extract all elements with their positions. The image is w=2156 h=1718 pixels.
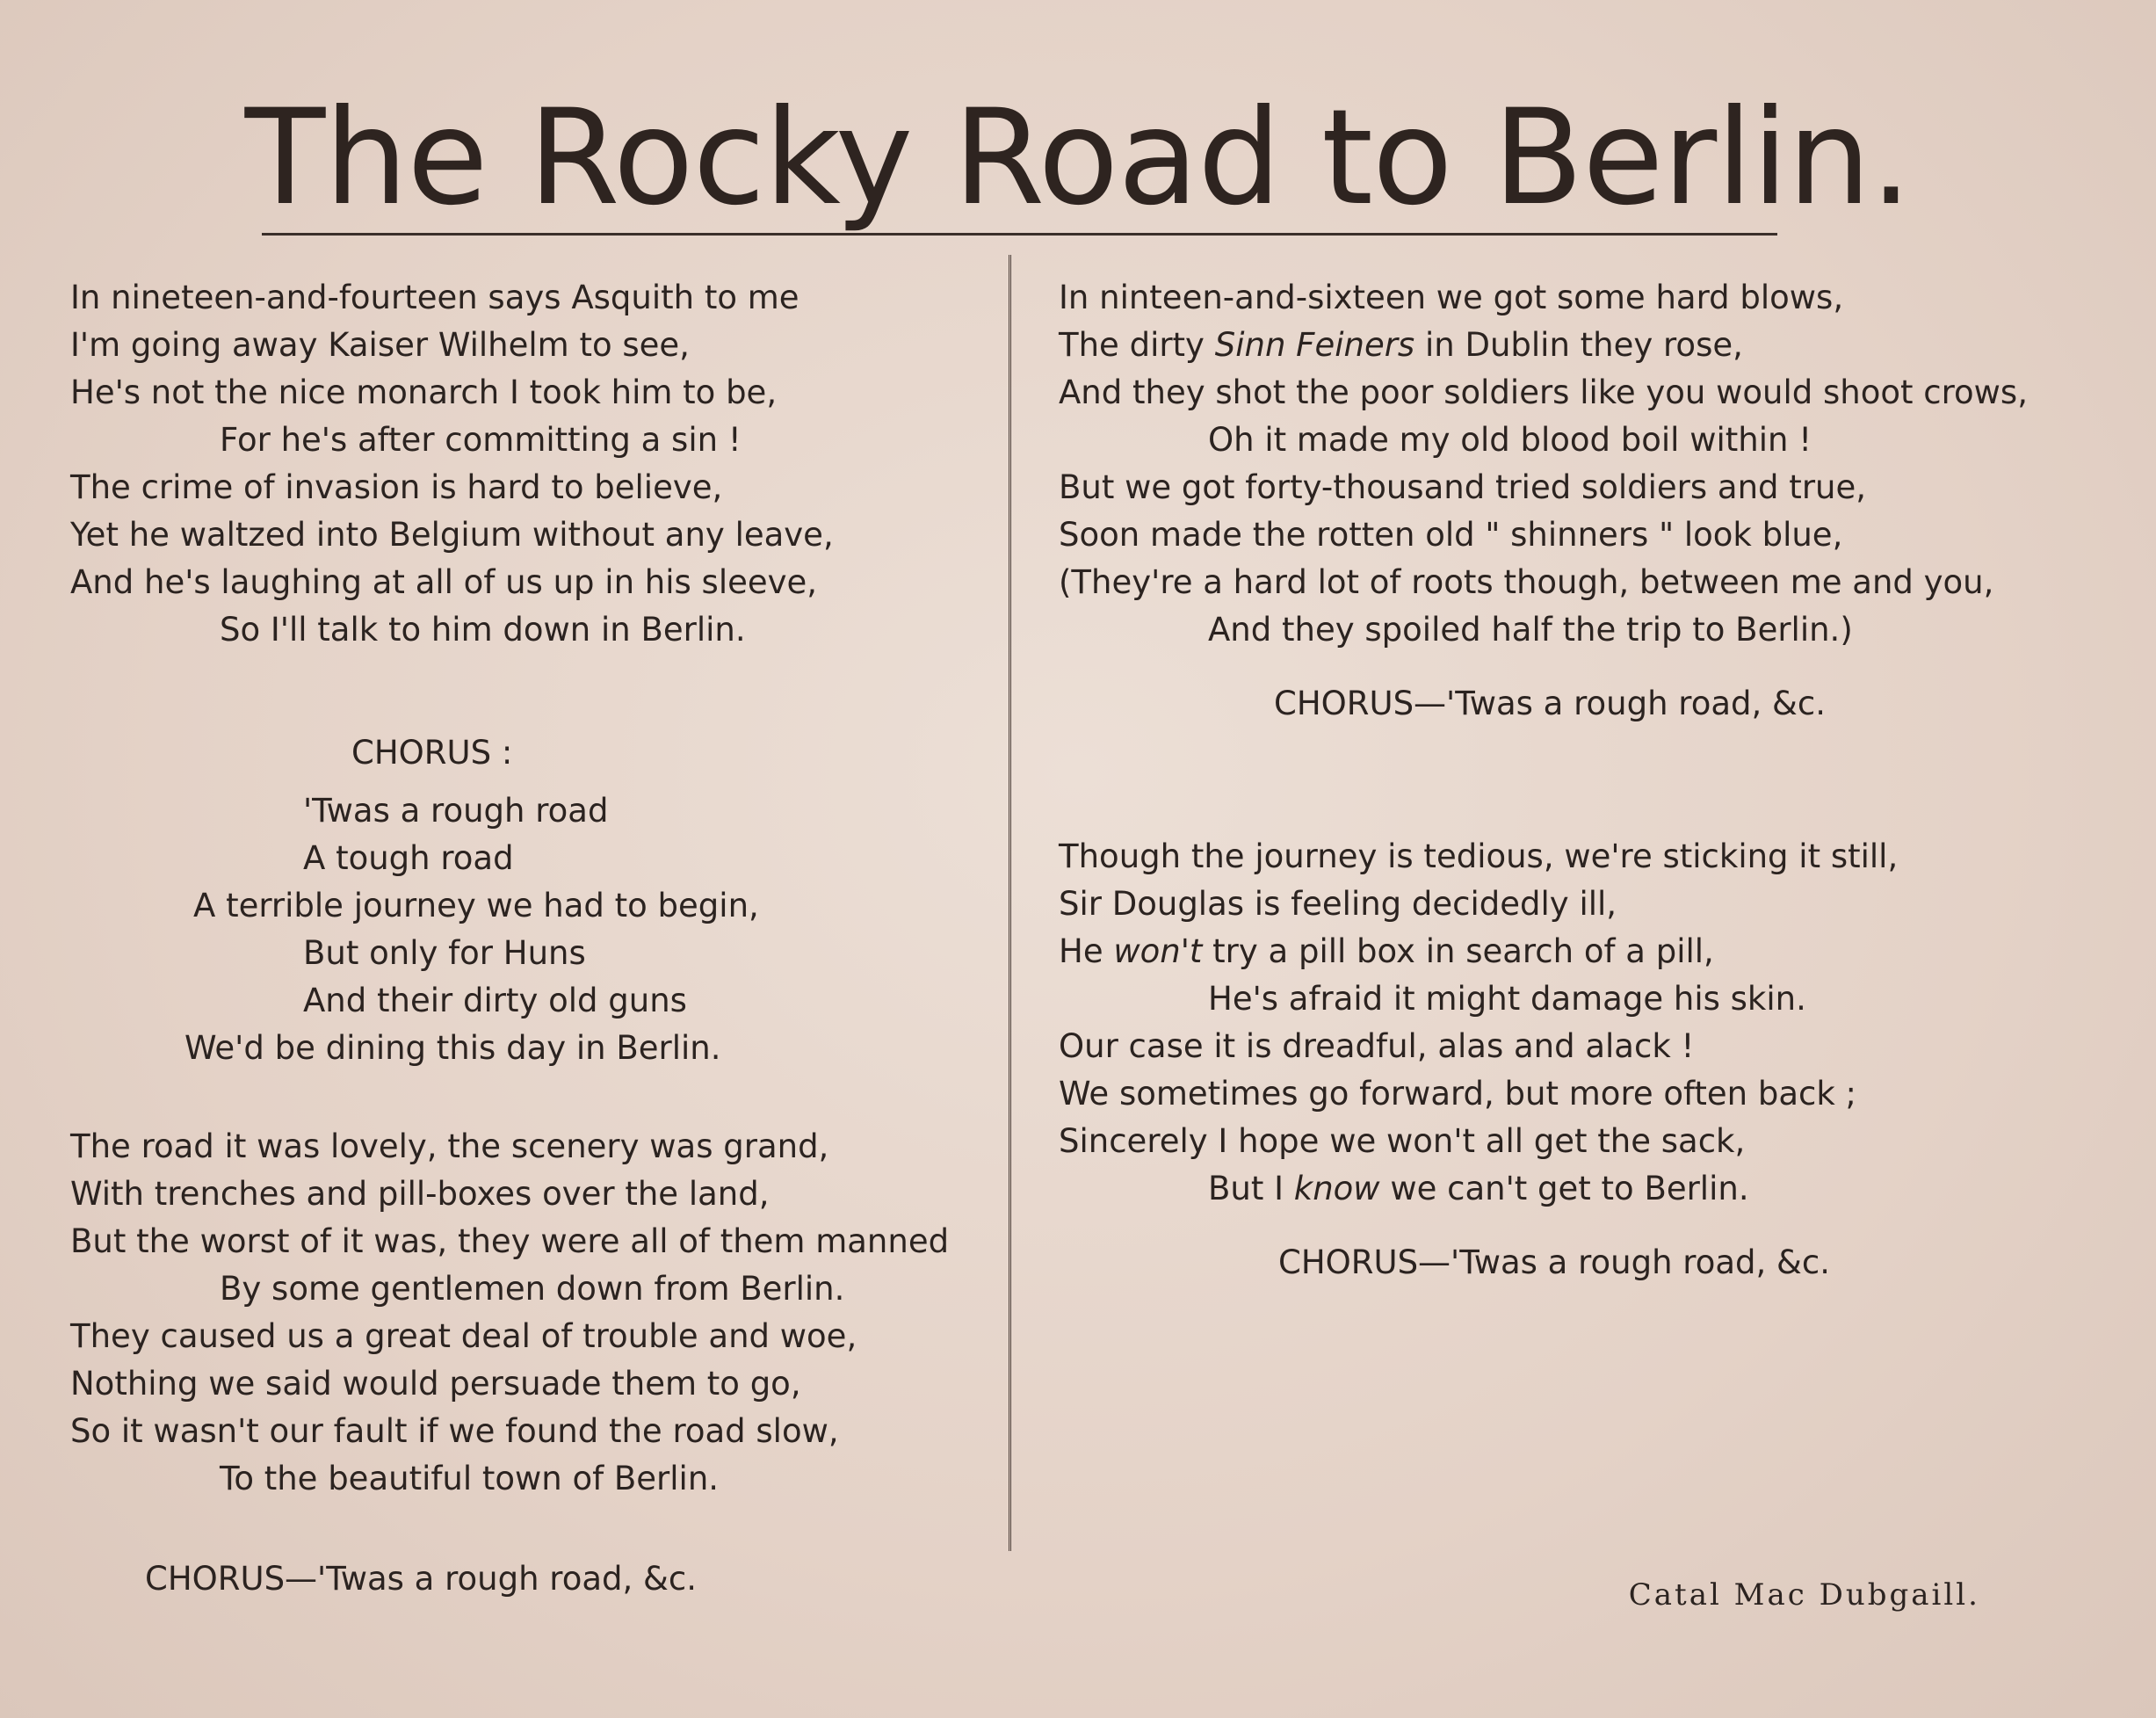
line-text: try a pill box in search of a pill, [1212,932,1714,970]
verse-line: The crime of invasion is hard to believe, [70,468,723,506]
verse-line: And they shot the poor soldiers like you would shoot crows, [1059,373,2028,411]
verse-line: And he's laughing at all of us up in his sleeve, [70,563,818,601]
chorus-line: A terrible journey we had to begin, [193,887,759,924]
chorus-line: And their dirty old guns [303,982,687,1019]
verse-line: Our case it is dreadful, alas and alack ! [1059,1027,1695,1065]
verse-line: So it wasn't our fault if we found the road slow, [70,1412,839,1450]
left-column [70,274,984,1603]
line-text: The dirty [1059,326,1215,364]
verse-line: To the beautiful town of Berlin. [220,1460,720,1497]
line-text: we can't get to Berlin. [1390,1170,1749,1207]
line-text: He [1059,932,1114,970]
verse-line: Sir Douglas is feeling decidedly ill, [1059,885,1617,923]
stanza-3 [1059,274,2095,654]
stanza-4 [1059,833,2095,1213]
verse-line: And they spoiled half the trip to Berlin.) [1208,611,1853,649]
poem-title: The Rocky Road to Berlin. [244,82,1912,235]
verse-line: For he's after committing a sin ! [220,421,742,459]
line-text: in Dublin they rose, [1424,326,1743,364]
chorus-heading: CHORUS : [351,734,513,772]
chorus-line: A tough road [303,839,514,877]
verse-line [1059,1165,2095,1213]
verse-line: He's afraid it might damage his skin. [1208,980,1806,1018]
verse-line: In ninteen-and-sixteen we got some hard blows, [1059,279,1844,316]
verse-line: Yet he waltzed into Belgium without any leave, [70,516,834,554]
verse-line: He's not the nice monarch I took him to be, [70,373,778,411]
verse-line: They caused us a great deal of trouble and woe, [70,1317,857,1355]
verse-line: We sometimes go forward, but more often back ; [1059,1075,1857,1113]
verse-line: But we got forty-thousand tried soldiers and true, [1059,468,1867,506]
author-signature: Catal Mac Dubgaill. [1628,1577,1980,1613]
verse-line: The road it was lovely, the scenery was grand, [70,1127,829,1165]
verse-line: Oh it made my old blood boil within ! [1208,421,1812,459]
emphasis-text: won't [1113,932,1203,970]
chorus-line: But only for Huns [303,934,586,972]
verse-line [1059,928,2095,975]
verse-line [1059,322,2095,369]
chorus-line: We'd be dining this day in Berlin. [184,1029,721,1067]
chorus [70,729,984,1072]
chorus-line: 'Twas a rough road [303,792,609,830]
verse-line: So I'll talk to him down in Berlin. [220,611,746,649]
column-divider [1009,255,1015,1551]
chorus-reference: CHORUS—'Twas a rough road, &c. [1274,685,1826,722]
title-rule [262,233,1777,236]
verse-line: Soon made the rotten old " shinners " look blue, [1059,516,1843,554]
stanza-1 [70,274,984,654]
emphasis-text: know [1293,1170,1380,1207]
verse-line: But the worst of it was, they were all of them manned [70,1222,950,1260]
chorus-reference: CHORUS—'Twas a rough road, &c. [1278,1243,1830,1281]
verse-line: By some gentlemen down from Berlin. [220,1270,845,1308]
verse-line: Though the journey is tedious, we're sticking it still, [1059,837,1899,875]
verse-line: (They're a hard lot of roots though, between me and you, [1059,563,1994,601]
verse-line: Nothing we said would persuade them to go, [70,1365,801,1403]
chorus-reference: CHORUS—'Twas a rough road, &c. [145,1560,697,1598]
line-text: But I [1208,1170,1294,1207]
verse-line: With trenches and pill-boxes over the land, [70,1175,770,1213]
verse-line: In nineteen-and-fourteen says Asquith to me [70,279,799,316]
verse-line: Sincerely I hope we won't all get the sack, [1059,1122,1746,1160]
stanza-2 [70,1123,984,1503]
right-column [1059,274,2095,1287]
emphasis-text: Sinn Feiners [1214,326,1415,364]
verse-line: I'm going away Kaiser Wilhelm to see, [70,326,690,364]
